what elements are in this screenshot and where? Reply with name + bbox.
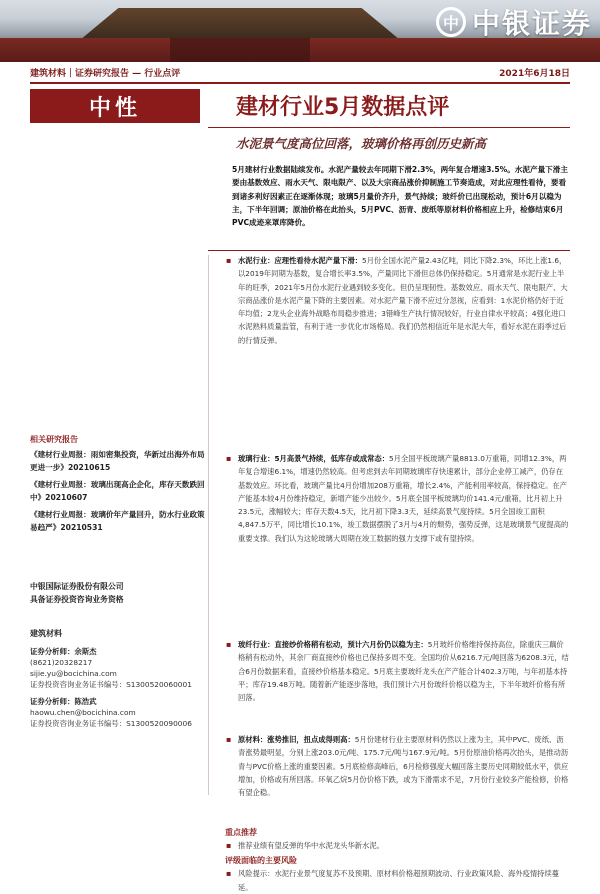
report-date: 2021年6月18日 (499, 69, 570, 79)
bullet-body: 5月份全国水泥产量2.43亿吨，同比下降2.3%，环比上涨1.6，以2019年同期为基数，复合增长率3.5%，产量同比下滑但总体仍保持稳定。5月通常是水泥行业上半年的旺季，2021年5月份水泥行业遇到较多变化。但仍呈现韧性。基数效应、雨水天气、限电限产、大宗商品涨价是水泥产量下降的主要因素。对水泥产量下滑不应过分忽视，应看到：1水泥价格仍好于近年均值；2龙头企业海外战略布局稳步推进；3错峰生产执行情况较好，行业自律水平较高；4强化进口水泥熟料质量监管，有利于进一步优化市场格局。我们仍然相信近年是水泥大年，看好水泥在雨季过后的行情反弹。 (238, 256, 568, 345)
title-divider (208, 127, 570, 128)
report-subheader (30, 64, 570, 80)
bullet-glass (225, 452, 570, 638)
bullet-icon: ▪ (226, 256, 232, 265)
risk-heading: 评级面临的主要风险 (225, 856, 297, 866)
analyst-cert: 证券投资咨询业务证书编号：S1300520090006 (30, 719, 192, 728)
key-recommendation-item: ▪ 推荐业绩有望反弹的华中水泥龙头华新水泥。 (225, 839, 570, 852)
bullet-cement (225, 254, 570, 452)
header-divider (30, 82, 570, 84)
analyst-name: 证券分析师：余斯杰 (30, 647, 97, 656)
industry-label: 建筑材料 (30, 629, 62, 638)
rating-badge: 中性 (30, 89, 200, 123)
bullet-icon: ▪ (226, 841, 232, 850)
bullet-icon: ▪ (226, 735, 232, 744)
analyst-email[interactable]: haowu.chen@bocichina.com (30, 708, 136, 717)
key-recommendation-heading: 重点推荐 (225, 828, 257, 837)
bullet-heading: 水泥行业：应理性看待水泥产量下滑： (238, 256, 363, 265)
related-report-link[interactable]: 《建材行业周报：玻璃价年产量回升，防水行业政策易趋严》20210531 (30, 510, 205, 532)
analyst-card (30, 696, 210, 729)
related-report-link[interactable]: 《建材行业周报：雨如密集投资，华新过出海外布局更进一步》20210615 (30, 450, 205, 472)
company-info: 中银国际证券股份有限公司 具备证券投资咨询业务资格 (30, 582, 124, 604)
bullet-fiberglass (225, 638, 570, 733)
risk-item: ▪ 风险提示：水泥行业景气度复苏不及预期、原材料价格超预期波动、行业政策风险、海外疫情持续蔓延。 (226, 869, 560, 892)
brand-name: 中银证券 (471, 7, 592, 40)
bullet-body: 5月全国平板玻璃产量8813.0万重箱，同增12.3%，两年复合增速6.1%，增速仍然较高。但考虑到去年同期玻璃库存快速累计，部分企业停工减产，仍存在基数效应。环比看，玻璃产量比4月份增加208万重箱，增长2.4%，产能利用率较高，保持稳定。在产产能基本较4月份维持稳定，新增产能少出较少。5月底全国平板玻璃均价141.4元/重箱，比月初上升23.5元，涨幅较大；库存天数4.5天，比月初下降3.3天，延续高景气度持续。5月全国竣工面积4,847.5万平，同比增长10.1%，竣工数据摆脱了3月与4月的颓势，强势反弹，这是玻璃景气度提高的重要支撑。我们认为这轮玻璃大周期在竣工数据的强力支撑下或有望持续。 (238, 454, 569, 543)
page-title: 建材行业5月数据点评 (236, 95, 450, 120)
brand-logo (436, 2, 592, 42)
related-research-list (30, 448, 210, 538)
boc-logo-icon: 中 (436, 7, 466, 37)
bullet-list (225, 254, 570, 894)
analyst-email[interactable]: sijie.yu@bocichina.com (30, 669, 117, 678)
related-report-link[interactable]: 《建材行业周报：玻璃出现高企企化，库存天数跌回中》20210607 (30, 480, 205, 502)
palace-gate-image (170, 38, 310, 62)
analyst-cert: 证券投资咨询业务证书编号：S1300520060001 (30, 680, 192, 689)
bullet-body: 5月玻纤价格维持保持高位，除重庆三藕价格稍有松动外，其余厂商直接纱价格也已保持多周不变。全国均价从6216.7元/吨回落为6208.3元，结合6月份数据来看，直接纱价格基本稳定。5月底主要玻纤龙头在产产能合计402.3万吨，与年初基本持平；库存19.48万吨。随着新产能逐步落地，我们预计六月份玻纤价格以稳为主，下半年玻纤价格有所回落。 (238, 640, 569, 703)
summary-paragraph: 5月建材行业数据陆续发布。水泥产量较去年同期下滑2.3%，两年复合增速3.5%。水泥产量下滑主要由基数效应、雨水天气、限电限产、以及大宗商品涨价抑制施工节奏造成，对此应理性看待，要看到诸多利好因素正在逐渐体现；玻璃5月量价齐升，景气持续；玻纤价已出现松动，预计6月以稳为主，下半年回调；原油价格在此抬头，5月PVC、沥青、废纸等原材料价格相应上升，检修结束6月PVC成迹来罩库降价。 (232, 165, 568, 228)
analyst-phone: (8621)20328217 (30, 658, 93, 667)
breadcrumb: 建筑材料｜证券研究报告 — 行业点评 (30, 69, 181, 79)
bullet-heading: 玻纤行业：直接纱价格稍有松动，预计六月份仍以稳为主： (238, 640, 428, 649)
summary-divider (208, 250, 570, 251)
related-research-heading: 相关研究报告 (30, 435, 78, 444)
bullet-heading: 玻璃行业：5月高景气持续，低库存或成常态： (238, 454, 390, 463)
bullet-icon: ▪ (226, 640, 232, 649)
bullet-body: 5月份建材行业主要原材料仍然以上涨为主，其中PVC、废纸、沥青涨势最明显，分别上涨203.0元/吨、175.7元/吨与167.9元/吨。5月份原油价格再次抬头，是推动沥青与PVC价格上涨的重要因素。5月底检修高峰后，6月检修强度大幅回落主要历史同期较低水平，供应增加，价格或有所回落。环氧乙烷5月份价格下跌，或为下滑需求不足，7月份行业较多产能检修，价格有望企稳。 (238, 735, 569, 798)
bullet-raw-materials (225, 733, 570, 826)
header-banner (0, 0, 600, 62)
bullet-icon: ▪ (226, 869, 232, 879)
palace-roof-image (80, 0, 400, 40)
analyst-card (30, 646, 210, 690)
page-subtitle: 水泥景气度高位回落，玻璃价格再创历史新高 (236, 136, 487, 151)
bullet-icon: ▪ (226, 454, 232, 463)
analyst-name: 证券分析师：陈浩武 (30, 697, 97, 706)
bullet-heading: 原材料：涨势推旧，扭点成得则高： (238, 735, 355, 744)
